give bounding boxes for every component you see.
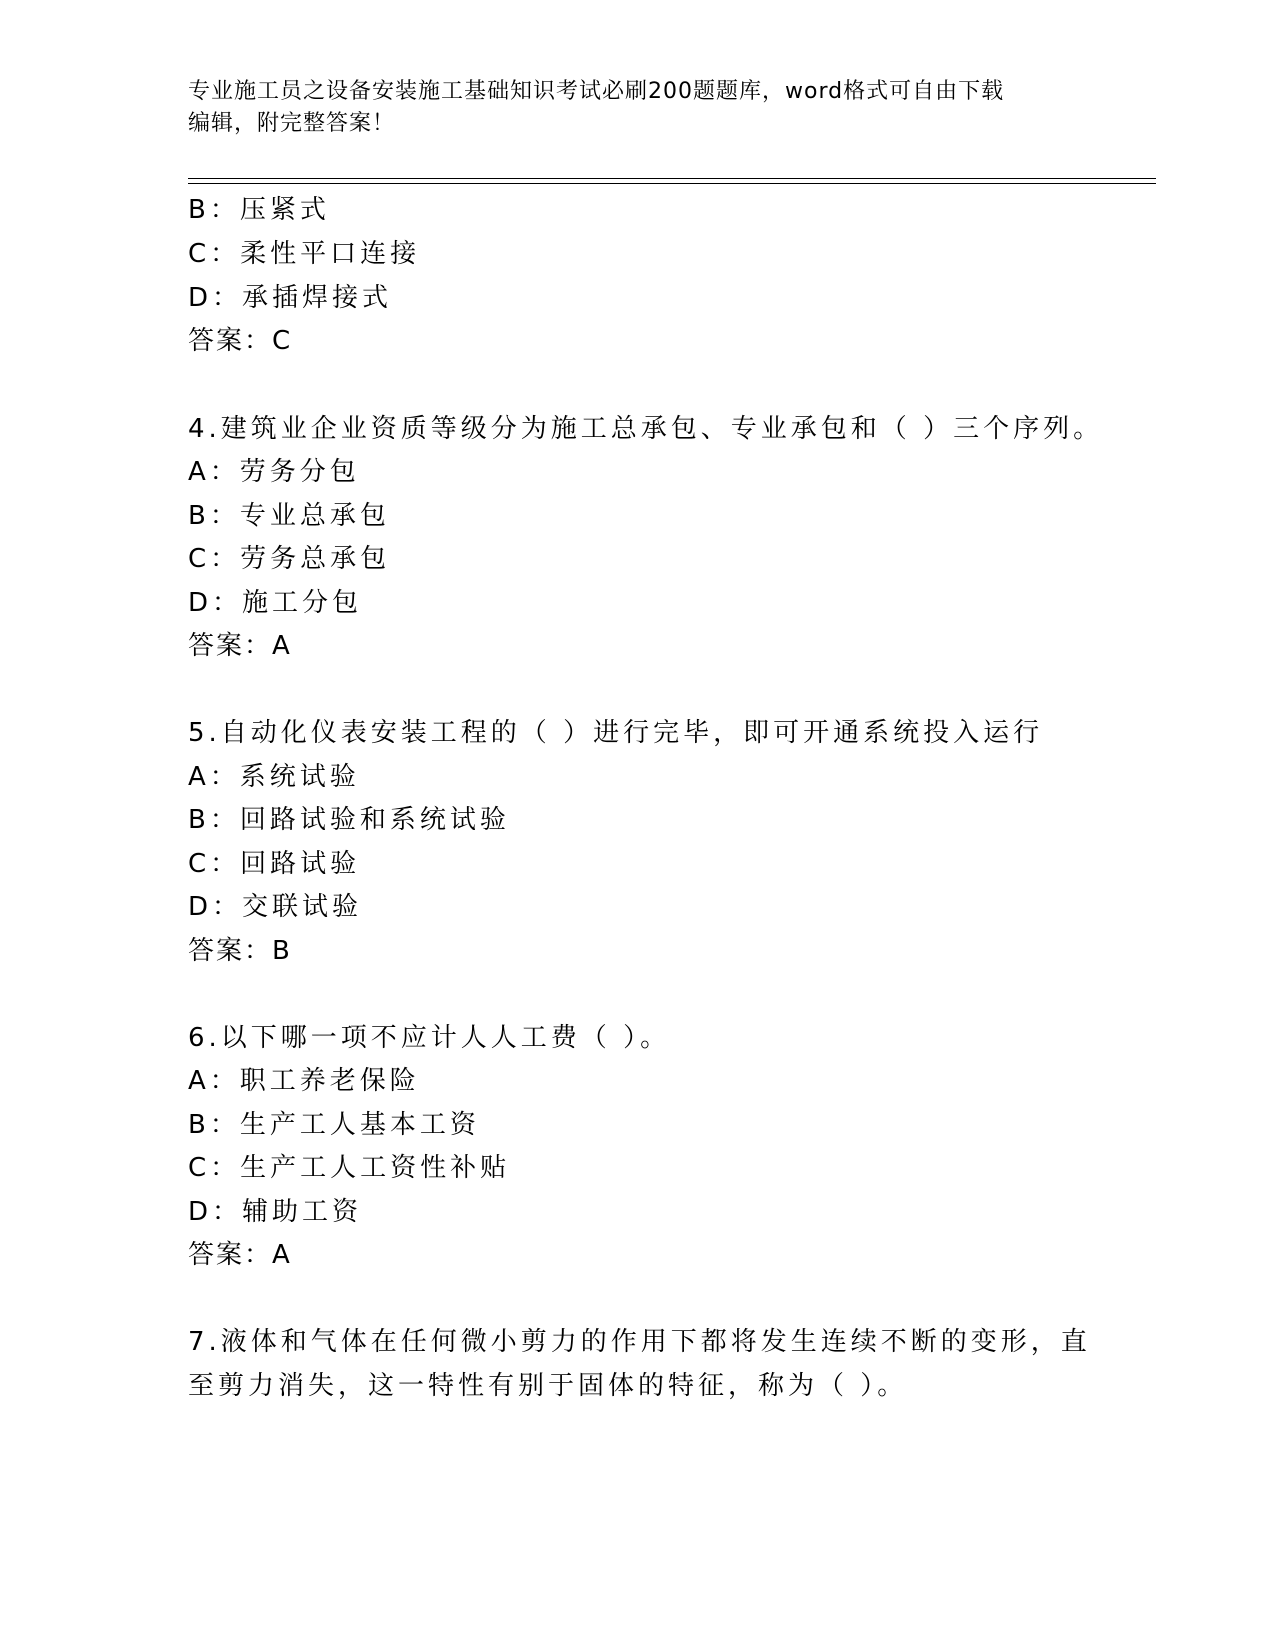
q5-option-b: B：回路试验和系统试验	[188, 805, 510, 835]
q5-question: 5.自动化仪表安装工程的（ ）进行完毕，即可开通系统投入运行	[188, 718, 1044, 748]
q6-answer: 答案：A	[188, 1240, 292, 1270]
q6-option-b: B：生产工人基本工资	[188, 1110, 480, 1140]
q6-question: 6.以下哪一项不应计人人工费（ ）。	[188, 1023, 671, 1053]
q6-option-d: D：辅助工资	[188, 1197, 363, 1227]
q5-option-c: C：回路试验	[188, 849, 361, 879]
q5-option-a: A：系统试验	[188, 762, 360, 792]
header-divider-top	[188, 178, 1156, 179]
q4-option-d: D：施工分包	[188, 588, 363, 618]
q3-option-d: D：承插焊接式	[188, 283, 393, 313]
q4-option-a: A：劳务分包	[188, 457, 360, 487]
q6-option-c: C：生产工人工资性补贴	[188, 1153, 511, 1183]
q7-question-line-1: 7.液体和气体在任何微小剪力的作用下都将发生连续不断的变形，直	[188, 1327, 1091, 1357]
q4-question: 4.建筑业企业资质等级分为施工总承包、专业承包和（ ）三个序列。	[188, 414, 1104, 444]
q4-answer: 答案：A	[188, 631, 292, 661]
q3-option-c: C：柔性平口连接	[188, 239, 421, 269]
document-header	[188, 76, 1068, 140]
q4-option-c: C：劳务总承包	[188, 544, 391, 574]
q4-option-b: B：专业总承包	[188, 501, 390, 531]
q3-option-b: B：压紧式	[188, 195, 330, 225]
q3-answer: 答案：C	[188, 326, 293, 356]
header-title-line-2: 编辑，附完整答案！	[188, 111, 396, 136]
q6-option-a: A：职工养老保险	[188, 1066, 420, 1096]
q5-option-d: D：交联试验	[188, 892, 363, 922]
header-title-line-1: 专业施工员之设备安装施工基础知识考试必刷200题题库，word格式可自由下载	[188, 79, 1005, 104]
header-divider-bottom	[188, 183, 1156, 184]
q7-question-line-2: 至剪力消失，这一特性有别于固体的特征，称为（ ）。	[188, 1371, 908, 1401]
q5-answer: 答案：B	[188, 936, 292, 966]
